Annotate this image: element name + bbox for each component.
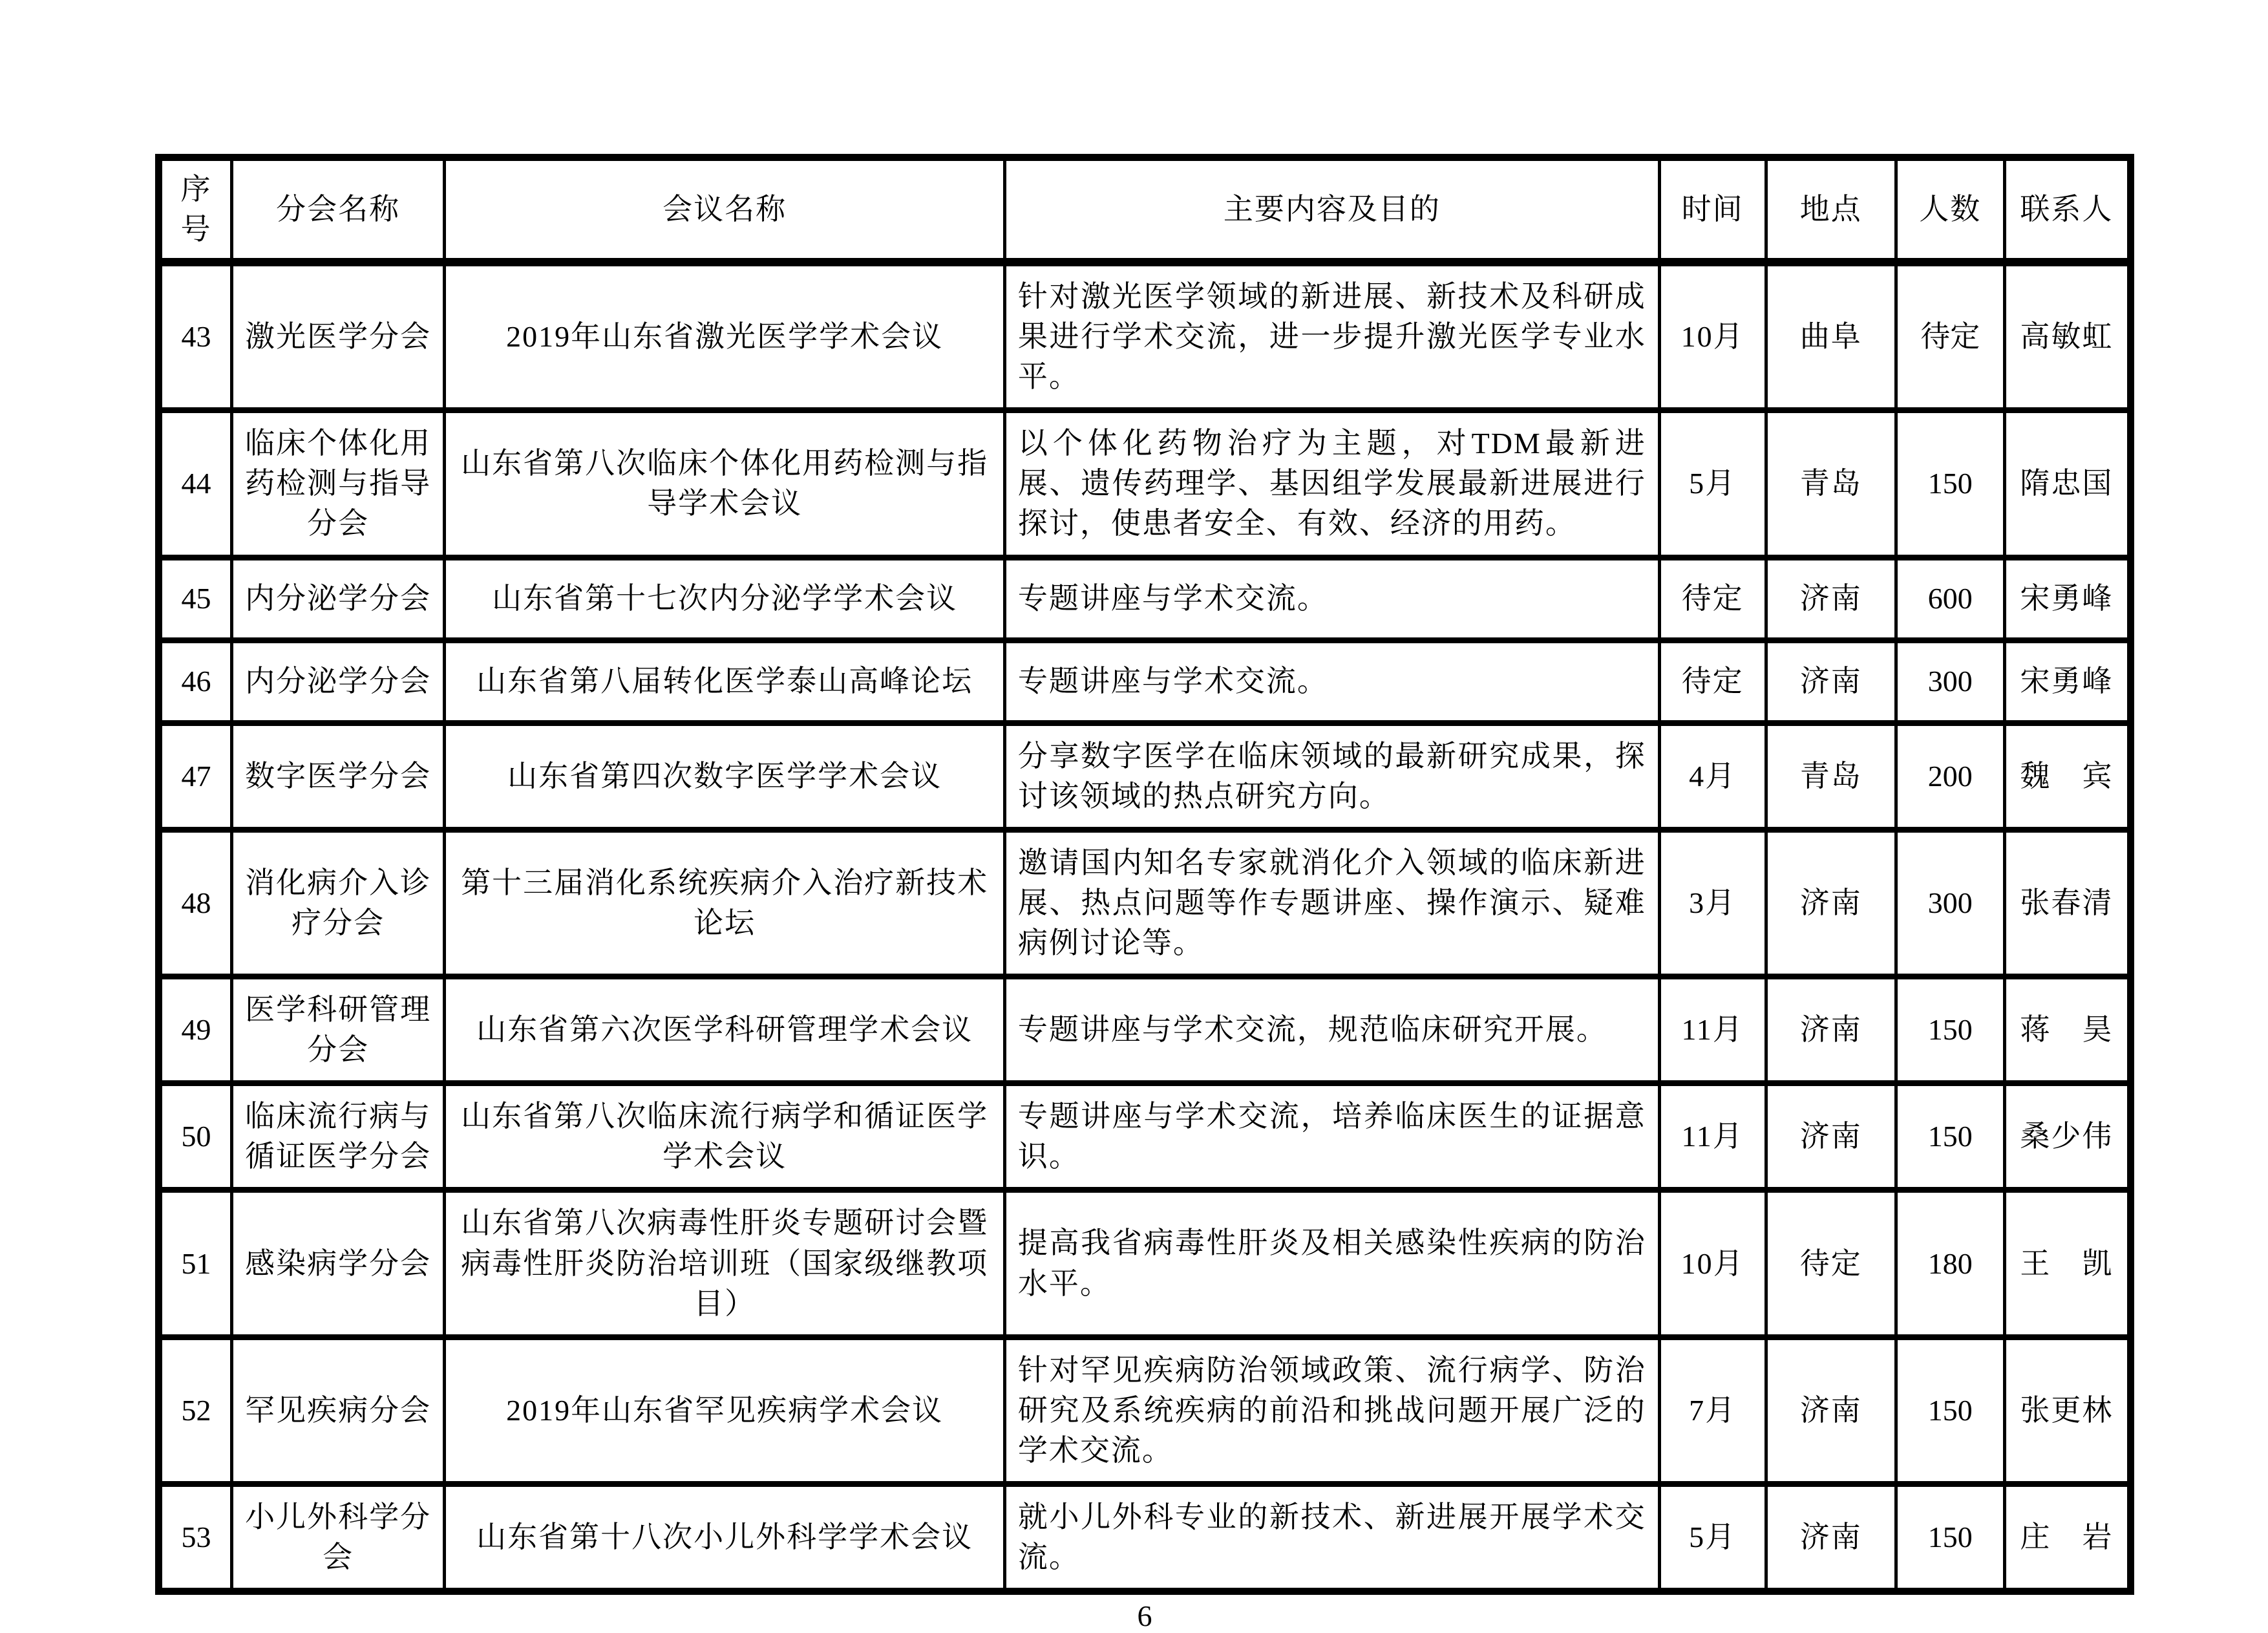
cell-location: 济南 [1766,1083,1896,1190]
cell-contact-person: 高敏虹 [2004,262,2130,411]
cell-attendee-count: 200 [1896,723,2004,829]
cell-conference-name: 山东省第八届转化医学泰山高峰论坛 [445,640,1004,723]
cell-time: 11月 [1659,977,1766,1083]
cell-conference-name: 2019年山东省罕见疾病学术会议 [445,1337,1004,1484]
cell-content-purpose: 提高我省病毒性肝炎及相关感染性疾病的防治水平。 [1004,1190,1659,1337]
cell-attendee-count: 150 [1896,1484,2004,1591]
cell-conference-name: 2019年山东省激光医学学术会议 [445,262,1004,411]
cell-conference-name: 山东省第四次数字医学学术会议 [445,723,1004,829]
cell-contact-person: 庄 岩 [2004,1484,2130,1591]
cell-attendee-count: 600 [1896,557,2004,640]
header-contact-person: 联系人 [2004,158,2130,262]
cell-branch-name: 临床个体化用药检测与指导分会 [231,411,445,557]
cell-contact-person: 魏 宾 [2004,723,2130,829]
cell-time: 4月 [1659,723,1766,829]
cell-attendee-count: 300 [1896,640,2004,723]
cell-conference-name: 第十三届消化系统疾病介入治疗新技术论坛 [445,829,1004,976]
header-content-purpose: 主要内容及目的 [1004,158,1659,262]
cell-branch-name: 临床流行病与循证医学分会 [231,1083,445,1190]
cell-time: 7月 [1659,1337,1766,1484]
table-row [159,723,2131,829]
header-conference-name: 会议名称 [445,158,1004,262]
table-row [159,640,2131,723]
table-row [159,262,2131,411]
cell-conference-name: 山东省第八次临床流行病学和循证医学学术会议 [445,1083,1004,1190]
table-row [159,1190,2131,1337]
cell-serial-number: 45 [159,557,232,640]
cell-content-purpose: 邀请国内知名专家就消化介入领域的临床新进展、热点问题等作专题讲座、操作演示、疑难病例讨论等。 [1004,829,1659,976]
cell-branch-name: 数字医学分会 [231,723,445,829]
cell-branch-name: 激光医学分会 [231,262,445,411]
cell-time: 10月 [1659,1190,1766,1337]
cell-content-purpose: 针对激光医学领域的新进展、新技术及科研成果进行学术交流，进一步提升激光医学专业水平。 [1004,262,1659,411]
cell-time: 5月 [1659,411,1766,557]
cell-time: 5月 [1659,1484,1766,1591]
cell-content-purpose: 专题讲座与学术交流，培养临床医生的证据意识。 [1004,1083,1659,1190]
cell-attendee-count: 待定 [1896,262,2004,411]
cell-contact-person: 宋勇峰 [2004,640,2130,723]
table-body [159,262,2131,1592]
cell-serial-number: 49 [159,977,232,1083]
cell-conference-name: 山东省第八次临床个体化用药检测与指导学术会议 [445,411,1004,557]
cell-contact-person: 宋勇峰 [2004,557,2130,640]
table-row [159,557,2131,640]
cell-time: 待定 [1659,640,1766,723]
table-row [159,1083,2131,1190]
cell-location: 青岛 [1766,723,1896,829]
cell-serial-number: 53 [159,1484,232,1591]
cell-branch-name: 小儿外科学分会 [231,1484,445,1591]
cell-location: 济南 [1766,1484,1896,1591]
cell-contact-person: 隋忠国 [2004,411,2130,557]
table-row [159,411,2131,557]
cell-serial-number: 43 [159,262,232,411]
cell-content-purpose: 就小儿外科专业的新技术、新进展开展学术交流。 [1004,1484,1659,1591]
cell-location: 待定 [1766,1190,1896,1337]
table-row [159,977,2131,1083]
cell-serial-number: 51 [159,1190,232,1337]
cell-serial-number: 44 [159,411,232,557]
cell-serial-number: 46 [159,640,232,723]
cell-conference-name: 山东省第八次病毒性肝炎专题研讨会暨病毒性肝炎防治培训班（国家级继教项目） [445,1190,1004,1337]
cell-serial-number: 48 [159,829,232,976]
cell-branch-name: 内分泌学分会 [231,557,445,640]
cell-serial-number: 50 [159,1083,232,1190]
cell-conference-name: 山东省第十八次小儿外科学学术会议 [445,1484,1004,1591]
table-row [159,1337,2131,1484]
cell-content-purpose: 以个体化药物治疗为主题，对TDM最新进展、遗传药理学、基因组学发展最新进展进行探讨，使患者安全、有效、经济的用药。 [1004,411,1659,557]
cell-attendee-count: 150 [1896,1337,2004,1484]
cell-content-purpose: 分享数字医学在临床领域的最新研究成果，探讨该领域的热点研究方向。 [1004,723,1659,829]
cell-attendee-count: 150 [1896,411,2004,557]
header-location: 地点 [1766,158,1896,262]
cell-time: 3月 [1659,829,1766,976]
cell-branch-name: 内分泌学分会 [231,640,445,723]
cell-conference-name: 山东省第六次医学科研管理学术会议 [445,977,1004,1083]
cell-contact-person: 蒋 昊 [2004,977,2130,1083]
cell-serial-number: 52 [159,1337,232,1484]
cell-content-purpose: 专题讲座与学术交流。 [1004,640,1659,723]
cell-attendee-count: 150 [1896,1083,2004,1190]
cell-contact-person: 王 凯 [2004,1190,2130,1337]
cell-branch-name: 消化病介入诊疗分会 [231,829,445,976]
table-row [159,829,2131,976]
cell-branch-name: 感染病学分会 [231,1190,445,1337]
cell-location: 济南 [1766,640,1896,723]
header-attendee-count: 人数 [1896,158,2004,262]
cell-location: 曲阜 [1766,262,1896,411]
cell-attendee-count: 300 [1896,829,2004,976]
page-number: 6 [1137,1599,1152,1633]
header-serial-number: 序号 [159,158,232,262]
cell-location: 青岛 [1766,411,1896,557]
header-time: 时间 [1659,158,1766,262]
cell-contact-person: 张更林 [2004,1337,2130,1484]
cell-contact-person: 张春清 [2004,829,2130,976]
header-branch-name: 分会名称 [231,158,445,262]
cell-location: 济南 [1766,1337,1896,1484]
cell-attendee-count: 150 [1896,977,2004,1083]
cell-location: 济南 [1766,557,1896,640]
cell-location: 济南 [1766,977,1896,1083]
conference-schedule-table [155,154,2134,1595]
cell-branch-name: 罕见疾病分会 [231,1337,445,1484]
cell-time: 待定 [1659,557,1766,640]
table-row [159,1484,2131,1591]
cell-content-purpose: 专题讲座与学术交流。 [1004,557,1659,640]
cell-content-purpose: 针对罕见疾病防治领域政策、流行病学、防治研究及系统疾病的前沿和挑战问题开展广泛的学术交流。 [1004,1337,1659,1484]
cell-location: 济南 [1766,829,1896,976]
table-header-row [159,158,2131,262]
cell-attendee-count: 180 [1896,1190,2004,1337]
cell-time: 11月 [1659,1083,1766,1190]
cell-branch-name: 医学科研管理分会 [231,977,445,1083]
cell-content-purpose: 专题讲座与学术交流，规范临床研究开展。 [1004,977,1659,1083]
cell-serial-number: 47 [159,723,232,829]
cell-contact-person: 桑少伟 [2004,1083,2130,1190]
cell-conference-name: 山东省第十七次内分泌学学术会议 [445,557,1004,640]
cell-time: 10月 [1659,262,1766,411]
